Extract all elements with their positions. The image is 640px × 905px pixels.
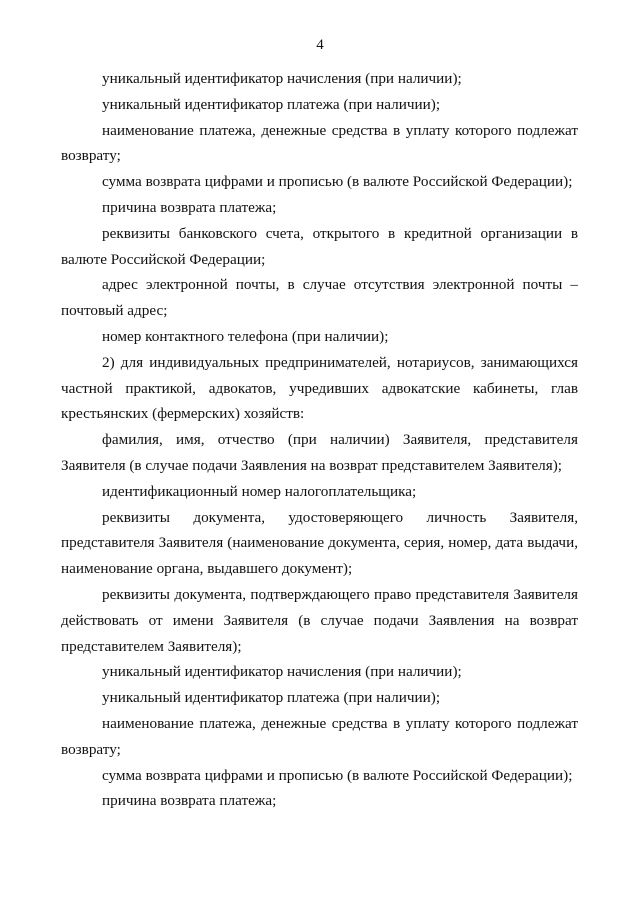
document-body (61, 66, 578, 814)
paragraph-14: уникальный идентификатор начисления (при наличии); (102, 663, 462, 681)
paragraph-6: реквизиты банковского счета, открытого в кредитной организации в валюте Российской Федерации; (61, 224, 578, 268)
paragraph-17: сумма возврата цифрами и прописью (в валюте Российской Федерации); (102, 766, 573, 784)
page-number: 4 (316, 37, 324, 53)
paragraph-7: адрес электронной почты, в случае отсутствия электронной почты – почтовый адрес; (61, 276, 578, 320)
paragraph-16: наименование платежа, денежные средства в уплату которого подлежат возврату; (61, 714, 578, 758)
paragraph-4: сумма возврата цифрами и прописью (в валюте Российской Федерации); (102, 173, 573, 191)
paragraph-2: уникальный идентификатор платежа (при наличии); (102, 95, 441, 113)
paragraph-12: реквизиты документа, удостоверяющего личность Заявителя, представителя Заявителя (наименование документа, серия, номер, дата выдачи, наименование органа, выдавшего документ); (61, 508, 578, 578)
paragraph-1: уникальный идентификатор начисления (при наличии); (102, 70, 462, 87)
paragraph-3: наименование платежа, денежные средства в уплату которого подлежат возврату; (61, 121, 578, 165)
paragraph-9: 2) для индивидуальных предпринимателей, нотариусов, занимающихся частной практикой, адвокатов, учредивших адвокатские кабинеты, глав крестьянских (фермерских) хозяйств: (61, 353, 578, 423)
paragraph-11: идентификационный номер налогоплательщика; (102, 482, 417, 500)
paragraph-13: реквизиты документа, подтверждающего право представителя Заявителя действовать от имени Заявителя (в случае подачи Заявления на возврат представителем Заявителя); (61, 585, 578, 655)
paragraph-5: причина возврата платежа; (102, 198, 277, 216)
paragraph-15: уникальный идентификатор платежа (при наличии); (102, 689, 441, 707)
paragraph-18: причина возврата платежа; (102, 792, 277, 810)
paragraph-10: фамилия, имя, отчество (при наличии) Заявителя, представителя Заявителя (в случае подачи Заявления на возврат представителем Заявителя); (61, 431, 578, 474)
paragraph-8: номер контактного телефона (при наличии); (102, 327, 389, 345)
